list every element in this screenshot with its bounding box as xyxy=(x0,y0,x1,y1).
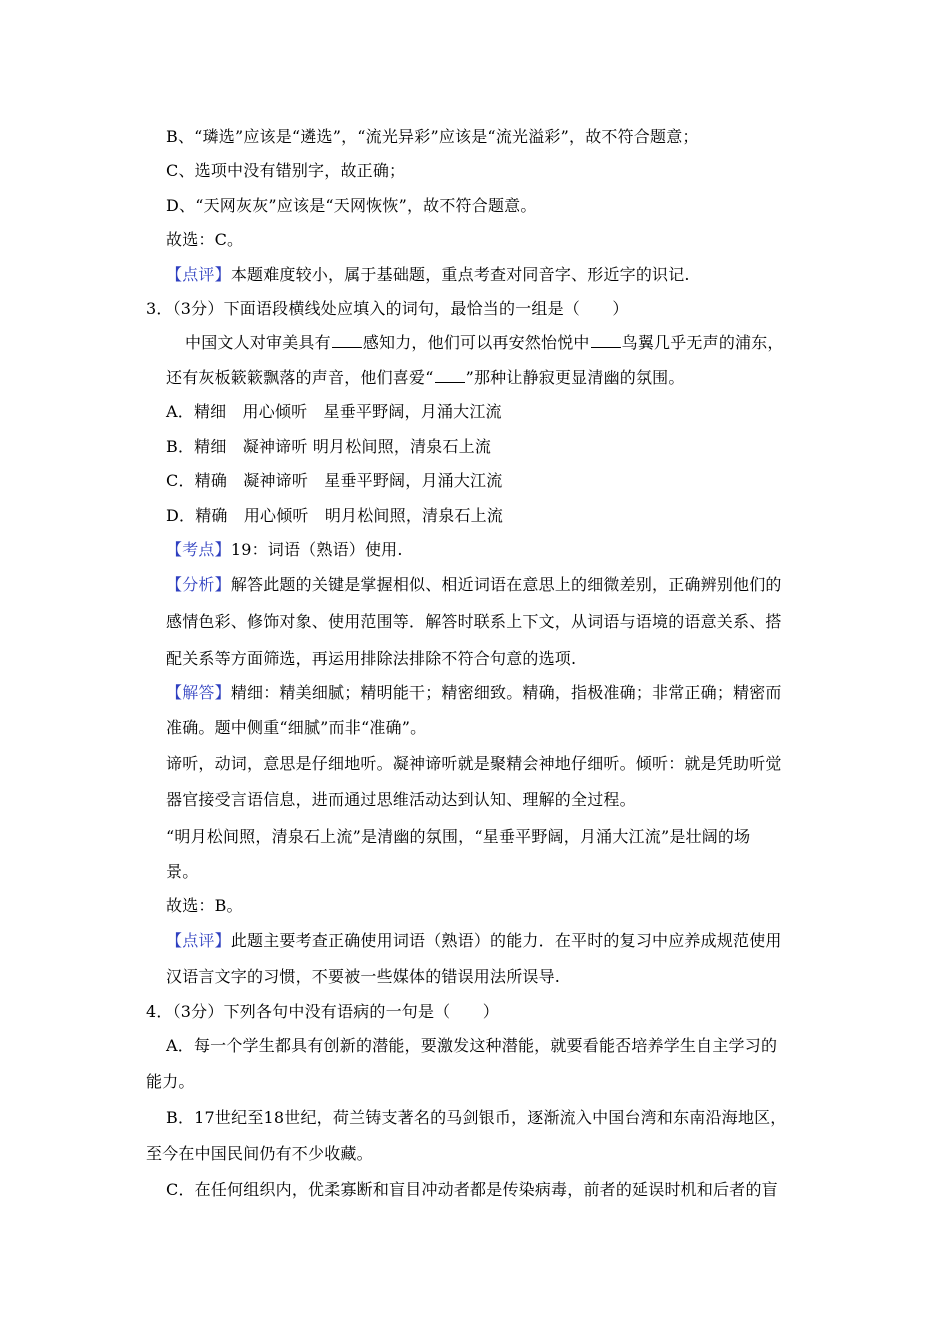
option-d-explanation: D、“天网灰灰”应该是“天网恢恢”，故不符合题意。 xyxy=(166,196,537,215)
review-q2 xyxy=(166,265,690,285)
q3-passage-line1 xyxy=(185,333,784,353)
answer-q2: 故选：C。 xyxy=(166,230,244,249)
question-stem: （3分）下列各句中没有语病的一句是（ ） xyxy=(172,1002,499,1021)
q3-kaodian xyxy=(166,540,403,560)
kaodian-text: 19：词语（熟语）使用. xyxy=(230,540,403,559)
q3-solution-line2: 准确。题中侧重“细腻”而非“准确”。 xyxy=(166,718,427,737)
q4-option-c-line1: C．在任何组织内，优柔寡断和盲目冲动者都是传染病毒，前者的延误时机和后者的盲 xyxy=(166,1180,778,1199)
q3-solution-line1 xyxy=(166,683,782,703)
q3-solution-line3: 谛听，动词，意思是仔细地听。凝神谛听就是聚精会神地仔细听。倾听：就是凭助听觉 xyxy=(166,754,782,773)
q3-review-line1 xyxy=(166,931,782,951)
question-number: 4． xyxy=(146,1002,173,1021)
question-3 xyxy=(146,299,629,319)
answer-q3: 故选：B。 xyxy=(166,896,243,915)
q3-option-a: A．精细 用心倾听 星垂平野阔，月涌大江流 xyxy=(166,402,502,421)
option-c-explanation: C、选项中没有错别字，故正确； xyxy=(166,161,406,180)
solution-tag: 【解答】 xyxy=(166,683,231,702)
q3-analysis-line1 xyxy=(166,575,782,595)
q3-solution-line5: “明月松间照，清泉石上流”是清幽的氛围，“星垂平野阔，月涌大江流”是壮阔的场 xyxy=(166,827,751,846)
fill-blank-2 xyxy=(591,333,621,348)
review-text: 本题难度较小，属于基础题，重点考查对同音字、形近字的识记. xyxy=(230,265,690,284)
q3-solution-line4: 器官接受言语信息，进而通过思维活动达到认知、理解的全过程。 xyxy=(166,790,636,809)
passage-text: 还有灰板簌簌飘落的声音，他们喜爱“ xyxy=(166,368,434,387)
passage-text: 感知力，他们可以再安然怡悦中 xyxy=(362,333,590,352)
q3-review-line2: 汉语言文字的习惯，不要被一些媒体的错误用法所误导. xyxy=(166,967,561,986)
passage-text: 中国文人对审美具有 xyxy=(185,333,331,352)
q3-analysis-line2: 感情色彩、修饰对象、使用范围等．解答时联系上下文，从词语与语境的语意关系、搭 xyxy=(166,612,782,631)
question-stem: （3分）下面语段横线处应填入的词句，最恰当的一组是（ ） xyxy=(172,299,629,318)
q4-option-b-line2: 至今在中国民间仍有不少收藏。 xyxy=(146,1144,373,1163)
q3-option-c: C．精确 凝神谛听 星垂平野阔，月涌大江流 xyxy=(166,471,503,490)
q3-option-d: D．精确 用心倾听 明月松间照，清泉石上流 xyxy=(166,506,504,525)
kaodian-tag: 【考点】 xyxy=(166,540,231,559)
question-number: 3． xyxy=(146,299,173,318)
review-text: 此题主要考查正确使用词语（熟语）的能力．在平时的复习中应养成规范使用 xyxy=(230,931,782,950)
review-tag: 【点评】 xyxy=(166,265,231,284)
option-b-explanation: B、“璘选”应该是“遴选”，“流光异彩”应该是“流光溢彩”，故不符合题意； xyxy=(166,127,699,146)
q3-passage-line2 xyxy=(166,368,685,388)
passage-text: ”那种让静寂更显清幽的氛围。 xyxy=(465,368,685,387)
fill-blank-1 xyxy=(332,333,362,348)
fill-blank-3 xyxy=(435,368,465,383)
analysis-tag: 【分析】 xyxy=(166,575,231,594)
q3-option-b: B．精细 凝神谛听 明月松间照，清泉石上流 xyxy=(166,437,492,456)
q3-analysis-line3: 配关系等方面筛选，再运用排除法排除不符合句意的选项. xyxy=(166,649,577,668)
q4-option-a-line2: 能力。 xyxy=(146,1072,195,1091)
passage-text: 鸟翼几乎无声的浦东， xyxy=(621,333,784,352)
q4-option-a-line1: A．每一个学生都具有创新的潜能，要激发这种潜能，就要看能否培养学生自主学习的 xyxy=(166,1036,778,1055)
question-4 xyxy=(146,1002,499,1022)
solution-text: 精细：精美细腻；精明能干；精密细致。精确，指极准确；非常正确；精密而 xyxy=(230,683,782,702)
analysis-text: 解答此题的关键是掌握相似、相近词语在意思上的细微差别，正确辨别他们的 xyxy=(230,575,782,594)
q4-option-b-line1: B．17世纪至18世纪，荷兰铸支著名的马剑银币，逐渐流入中国台湾和东南沿海地区， xyxy=(166,1108,787,1127)
q3-solution-line6: 景。 xyxy=(166,862,199,881)
review-tag: 【点评】 xyxy=(166,931,231,950)
